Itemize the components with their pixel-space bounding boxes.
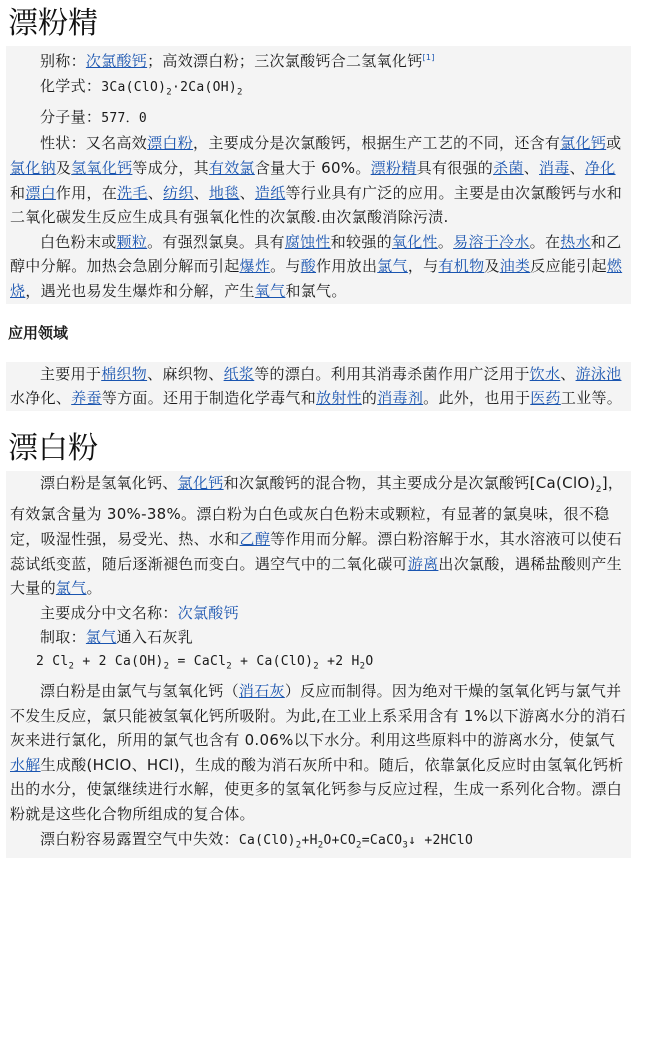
appearance-paragraph: 白色粉末或颗粒。有强烈氯臭。具有腐蚀性和较强的氧化性。易溶于冷水。在热水和乙醇中分解。加热会急剧分解而引起爆炸。与酸作用放出氯气，与有机物及油类反应能引起燃烧，遇光也易发生爆炸和分解，产生氧气和氯气。: [10, 232, 623, 300]
link-xiaodu[interactable]: 消毒: [539, 158, 570, 177]
link-keli[interactable]: 颗粒: [116, 232, 148, 251]
failure-label: 漂白粉容易露置空气中失效：: [40, 829, 239, 848]
link-lvhuagai-2[interactable]: 氯化钙: [177, 473, 224, 492]
link-youyongchi[interactable]: 游泳池: [575, 364, 622, 383]
link-fangshexing[interactable]: 放射性: [316, 389, 362, 408]
link-fushixing[interactable]: 腐蚀性: [284, 232, 331, 251]
process-paragraph: 漂白粉是由氯气与氢氧化钙（消石灰）反应而制得。因为绝对干燥的氢氧化钙与氯气并不发生反应，氯只能被氢氧化钙所吸附。为此,在工业上系采用含有 1%以下游离水分的消石灰来进行氯化，所用的氯气也含有 0.06%以下水分。利用这些原料中的游离水分，使氯气水解生成酸(HClO、HCl)，生成的酸为消石灰所中和。随后，依靠氯化反应时由氢氧化钙析出的水分，使氯继续进行水解，使更多的氢氧化钙参与反应过程，生成一系列化合物。漂白粉就是这些化合物所组成的复合体。: [10, 682, 626, 824]
section-title-piaofenjing: 漂粉精: [8, 6, 98, 41]
link-lvhuagai[interactable]: 氯化钙: [560, 134, 607, 153]
piaobaifen-block: [6, 471, 631, 858]
link-qingyanghuagai[interactable]: 氢氧化钙: [71, 158, 133, 177]
link-suan[interactable]: 酸: [300, 257, 317, 276]
mw-value: 577．0: [101, 110, 148, 126]
preparation-equation: 2 $Cl_2 + 2$ $Ca(OH)_2$ = CaCl$_2$ + $Ca(ClO)_2 +2$ $H_2O$: [36, 653, 374, 672]
infobox-piaofenjing: [6, 46, 631, 304]
link-piaobaifen[interactable]: 漂白粉: [147, 134, 194, 153]
link-ximao[interactable]: 洗毛: [117, 183, 148, 202]
main-component-label: 主要成分中文名称：: [40, 603, 178, 622]
preparation-text: 通入石灰乳: [116, 628, 194, 647]
preparation-line: [10, 625, 627, 650]
formula-line: [10, 74, 627, 105]
link-lvqi[interactable]: 氯气: [377, 257, 408, 276]
failure-equation: $Ca(ClO)_2+H_2O+CO_2=CaCO_3↓$ +2HClO: [238, 832, 474, 851]
alias-text: ；高效漂白粉；三次氯酸钙合二氢氧化钙: [147, 52, 423, 70]
link-zhijiang[interactable]: 纸浆: [223, 364, 255, 383]
link-lvhuana[interactable]: 氯化钠: [10, 158, 56, 177]
link-piaobai[interactable]: 漂白: [25, 183, 56, 202]
intro-paragraph: 漂白粉是氢氧化钙、氯化钙和次氯酸钙的混合物，其主要成分是次氯酸钙$[Ca(ClO)_2]$，有效氯含量为 30%-38%。漂白粉为白色或灰白色粉末或颗粒，有显著的氯臭味，很不稳定，吸湿性强，易受光、热、水和乙醇等作用而分解。漂白粉溶解于水，其水溶液可以使石蕊试纸变蓝，随后逐渐褪色而变白。遇空气中的二氧化碳可游离出次氯酸，遇稀盐酸则产生大量的氯气。: [10, 473, 624, 598]
link-youlei[interactable]: 油类: [499, 257, 531, 276]
link-cisuangai[interactable]: 次氯酸钙: [85, 52, 148, 70]
link-lvqi-2[interactable]: 氯气: [55, 579, 87, 598]
link-yanghuaxing[interactable]: 氧化性: [391, 232, 438, 251]
section-spacer: [0, 411, 651, 425]
link-piaofenjing[interactable]: 漂粉精: [370, 158, 417, 177]
link-shuijie[interactable]: 水解: [10, 755, 41, 774]
link-yinshui[interactable]: 饮水: [529, 364, 561, 383]
link-youxiaolv[interactable]: 有效氯: [208, 158, 255, 177]
alias-line: [10, 46, 627, 74]
link-fangzhi[interactable]: 纺织: [163, 183, 194, 202]
mw-label: 分子量：: [40, 107, 102, 126]
alias-label: 别称：: [40, 52, 86, 70]
link-reshui[interactable]: 热水: [560, 232, 591, 251]
link-yiyao[interactable]: 医药: [530, 389, 561, 408]
formula-label: 化学式：: [40, 76, 102, 95]
link-jinghua[interactable]: 净化: [584, 158, 616, 177]
link-mianzhiwu[interactable]: 棉织物: [101, 364, 148, 383]
link-yichun[interactable]: 乙醇: [239, 529, 271, 548]
link-yangcan[interactable]: 养蚕: [71, 389, 102, 408]
link-youjiwu[interactable]: 有机物: [438, 257, 485, 276]
link-lvqi-3[interactable]: 氯气: [85, 628, 117, 647]
applications-paragraph: 主要用于棉织物、麻织物、纸浆等的漂白。利用其消毒杀菌作用广泛用于饮水、游泳池水净化、养蚕等方面。还用于制造化学毒气和放射性的消毒剂。此外，也用于医药工业等。: [10, 364, 623, 408]
failure-line: [10, 827, 627, 858]
link-xiaoshihui[interactable]: 消石灰: [238, 682, 285, 701]
link-yangqi[interactable]: 氧气: [254, 281, 286, 300]
link-xiaoduji[interactable]: 消毒剂: [377, 389, 424, 408]
link-baozha[interactable]: 爆炸: [239, 257, 271, 276]
link-ditan[interactable]: 地毯: [208, 183, 240, 202]
main-component-value: 次氯酸钙: [177, 603, 239, 622]
link-zaozhi[interactable]: 造纸: [254, 183, 286, 202]
section-title-piaobaifen: 漂白粉: [8, 430, 98, 466]
link-youli[interactable]: 游离: [407, 554, 439, 573]
link-ranshao[interactable]: 燃烧: [10, 257, 623, 300]
link-yirongyulengshui[interactable]: 易溶于冷水: [453, 232, 530, 251]
molecular-weight-line: [10, 105, 627, 132]
reference-mark[interactable]: [1]: [422, 53, 435, 62]
formula-value: $3Ca(ClO)_2\cdot 2Ca(OH)_2$: [101, 79, 243, 98]
link-shajun[interactable]: 杀菌: [493, 158, 524, 177]
applications-block: [6, 362, 631, 411]
main-component-line: [10, 601, 627, 626]
preparation-label: 制取：: [40, 628, 86, 647]
property-paragraph: 性状：又名高效漂白粉，主要成分是次氯酸钙，根据生产工艺的不同，还含有氯化钙或氯化钠及氢氧化钙等成分，其有效氯含量大于 60%。漂粉精具有很强的杀菌、消毒、净化和漂白作用，在洗毛、纺织、地毯、造纸等行业具有广泛的应用。主要是由次氯酸钙与水和二氧化碳发生反应生成具有强氧化性的次氯酸.由次氯酸消除污渍.: [10, 134, 623, 227]
section-heading-applications: 应用领域: [8, 323, 69, 342]
